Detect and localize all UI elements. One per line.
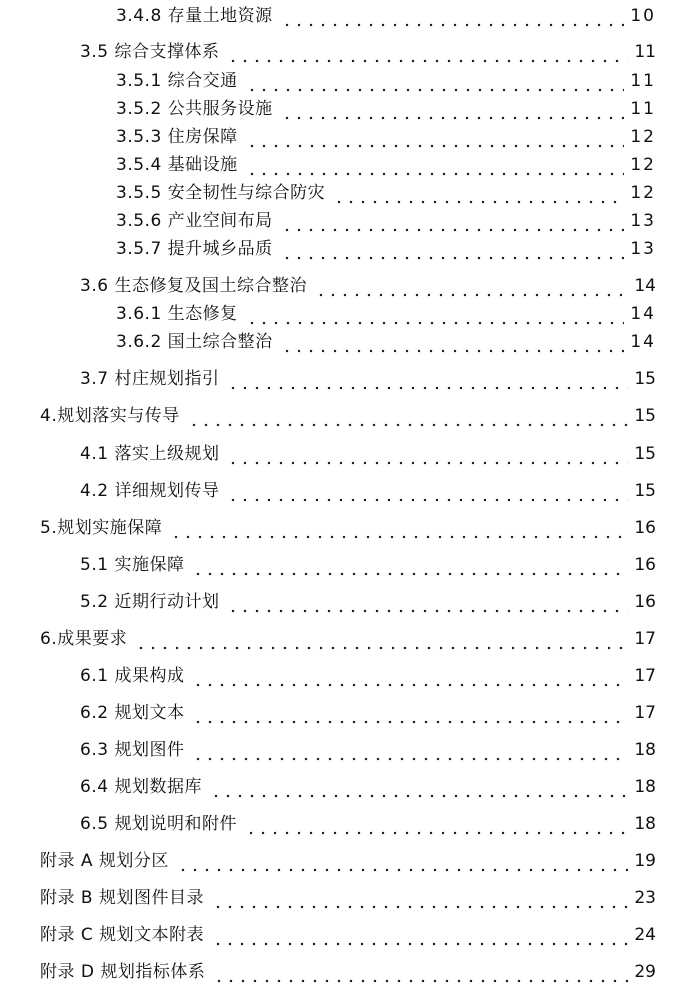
toc-page-number: 15 [634, 481, 656, 501]
toc-page-number: 10 [630, 6, 656, 26]
toc-entry[interactable] [40, 884, 656, 912]
toc-entry-label: 3.5.2 公共服务设施 [116, 99, 273, 119]
toc-page-number: 18 [634, 740, 656, 760]
toc-entry[interactable] [40, 847, 656, 875]
toc-entry[interactable] [116, 123, 656, 151]
toc-entry-label: 附录 D 规划指标体系 [40, 962, 206, 982]
toc-page-number: 17 [634, 666, 656, 686]
toc-entry-label: 3.5.7 提升城乡品质 [116, 239, 273, 259]
toc-leader-dots [333, 179, 624, 207]
toc-entry-label: 3.6.1 生态修复 [116, 304, 238, 324]
toc-entry-label: 3.5 综合支撑体系 [80, 42, 220, 62]
toc-page-number: 24 [634, 925, 656, 945]
toc-leader-dots [246, 123, 625, 151]
toc-entry-label: 6.成果要求 [40, 629, 128, 649]
toc-page-number: 13 [630, 239, 656, 259]
toc-entry[interactable] [116, 151, 656, 179]
toc-leader-dots [281, 235, 625, 263]
toc-entry[interactable] [40, 514, 656, 542]
toc-page-number: 16 [634, 518, 656, 538]
toc-page-number: 18 [634, 777, 656, 797]
toc-entry[interactable] [80, 272, 656, 300]
toc-entry[interactable] [116, 67, 656, 95]
toc-leader-dots [213, 958, 628, 986]
toc-entry-label: 6.1 成果构成 [80, 666, 185, 686]
toc-entry[interactable] [80, 551, 656, 579]
toc-page-number: 15 [634, 369, 656, 389]
toc-entry-label: 6.3 规划图件 [80, 740, 185, 760]
toc-entry[interactable] [40, 958, 656, 986]
toc-entry[interactable] [80, 440, 656, 468]
toc-page-number: 12 [630, 155, 656, 175]
toc-entry-label: 3.6.2 国土综合整治 [116, 332, 273, 352]
toc-page-number: 23 [634, 888, 656, 908]
toc-leader-dots [192, 736, 628, 764]
toc-entry-label: 3.4.8 存量土地资源 [116, 6, 273, 26]
toc-entry-label: 6.5 规划说明和附件 [80, 814, 237, 834]
toc-leader-dots [281, 328, 625, 356]
toc-entry[interactable] [80, 662, 656, 690]
toc-entry-label: 3.5.3 住房保障 [116, 127, 238, 147]
toc-entry-label: 6.4 规划数据库 [80, 777, 202, 797]
toc-leader-dots [212, 884, 628, 912]
toc-entry-label: 附录 A 规划分区 [40, 851, 169, 871]
toc-leader-dots [192, 551, 628, 579]
toc-leader-dots [192, 699, 628, 727]
toc-leader-dots [227, 440, 628, 468]
toc-page-number: 19 [634, 851, 656, 871]
toc-entry[interactable] [80, 736, 656, 764]
toc-page-number: 17 [634, 629, 656, 649]
toc-leader-dots [227, 38, 628, 66]
toc-leader-dots [246, 151, 625, 179]
toc-entry-label: 4.1 落实上级规划 [80, 444, 220, 464]
toc-entry-label: 5.1 实施保障 [80, 555, 185, 575]
toc-page-number: 14 [634, 276, 656, 296]
toc-page-number: 11 [634, 42, 656, 62]
toc-page-number: 11 [630, 99, 656, 119]
toc-page-number: 12 [630, 183, 656, 203]
toc-page-number: 14 [630, 304, 656, 324]
toc-entry-label: 3.5.1 综合交通 [116, 71, 238, 91]
toc-leader-dots [170, 514, 628, 542]
toc-entry[interactable] [116, 2, 656, 30]
toc-entry[interactable] [80, 38, 656, 66]
toc-page-number: 12 [630, 127, 656, 147]
toc-entry-label: 3.5.6 产业空间布局 [116, 211, 273, 231]
toc-entry[interactable] [40, 921, 656, 949]
toc-entry[interactable] [116, 207, 656, 235]
toc-leader-dots [188, 402, 628, 430]
toc-entry-label: 4.2 详细规划传导 [80, 481, 220, 501]
toc-page-number: 11 [630, 71, 656, 91]
toc-entry[interactable] [116, 235, 656, 263]
toc-entry[interactable] [116, 300, 656, 328]
toc-entry[interactable] [40, 625, 656, 653]
toc-leader-dots [210, 773, 628, 801]
toc-entry[interactable] [80, 810, 656, 838]
toc-entry[interactable] [80, 588, 656, 616]
toc-leader-dots [246, 300, 625, 328]
toc-page-number: 29 [634, 962, 656, 982]
toc-entry-label: 3.6 生态修复及国土综合整治 [80, 276, 307, 296]
toc-page-number: 14 [630, 332, 656, 352]
toc-leader-dots [246, 67, 625, 95]
toc-entry[interactable] [116, 95, 656, 123]
toc-entry[interactable] [116, 328, 656, 356]
toc-entry-label: 3.7 村庄规划指引 [80, 369, 220, 389]
toc-leader-dots [177, 847, 628, 875]
toc-leader-dots [135, 625, 628, 653]
toc-page-number: 18 [634, 814, 656, 834]
toc-entry-label: 3.5.5 安全韧性与综合防灾 [116, 183, 326, 203]
toc-leader-dots [212, 921, 628, 949]
toc-leader-dots [281, 2, 625, 30]
toc-entry-label: 附录 C 规划文本附表 [40, 925, 205, 945]
toc-entry[interactable] [116, 179, 656, 207]
toc-entry-label: 5.2 近期行动计划 [80, 592, 220, 612]
toc-entry[interactable] [80, 365, 656, 393]
toc-entry[interactable] [40, 402, 656, 430]
toc-page-number: 16 [634, 555, 656, 575]
toc-entry-label: 5.规划实施保障 [40, 518, 163, 538]
toc-page-number: 17 [634, 703, 656, 723]
toc-leader-dots [227, 365, 628, 393]
toc-leader-dots [227, 477, 628, 505]
toc-leader-dots [281, 207, 625, 235]
toc-leader-dots [315, 272, 628, 300]
toc-page-number: 15 [634, 444, 656, 464]
toc-leader-dots [192, 662, 628, 690]
toc-leader-dots [281, 95, 625, 123]
toc-leader-dots [245, 810, 628, 838]
toc-page-number: 16 [634, 592, 656, 612]
toc-entry-label: 6.2 规划文本 [80, 703, 185, 723]
toc-page-number: 13 [630, 211, 656, 231]
toc-entry-label: 3.5.4 基础设施 [116, 155, 238, 175]
toc-page-number: 15 [634, 406, 656, 426]
toc-leader-dots [227, 588, 628, 616]
toc-entry[interactable] [80, 699, 656, 727]
toc-entry[interactable] [80, 477, 656, 505]
toc-entry[interactable] [80, 773, 656, 801]
toc-entry-label: 附录 B 规划图件目录 [40, 888, 204, 908]
toc-entry-label: 4.规划落实与传导 [40, 406, 180, 426]
